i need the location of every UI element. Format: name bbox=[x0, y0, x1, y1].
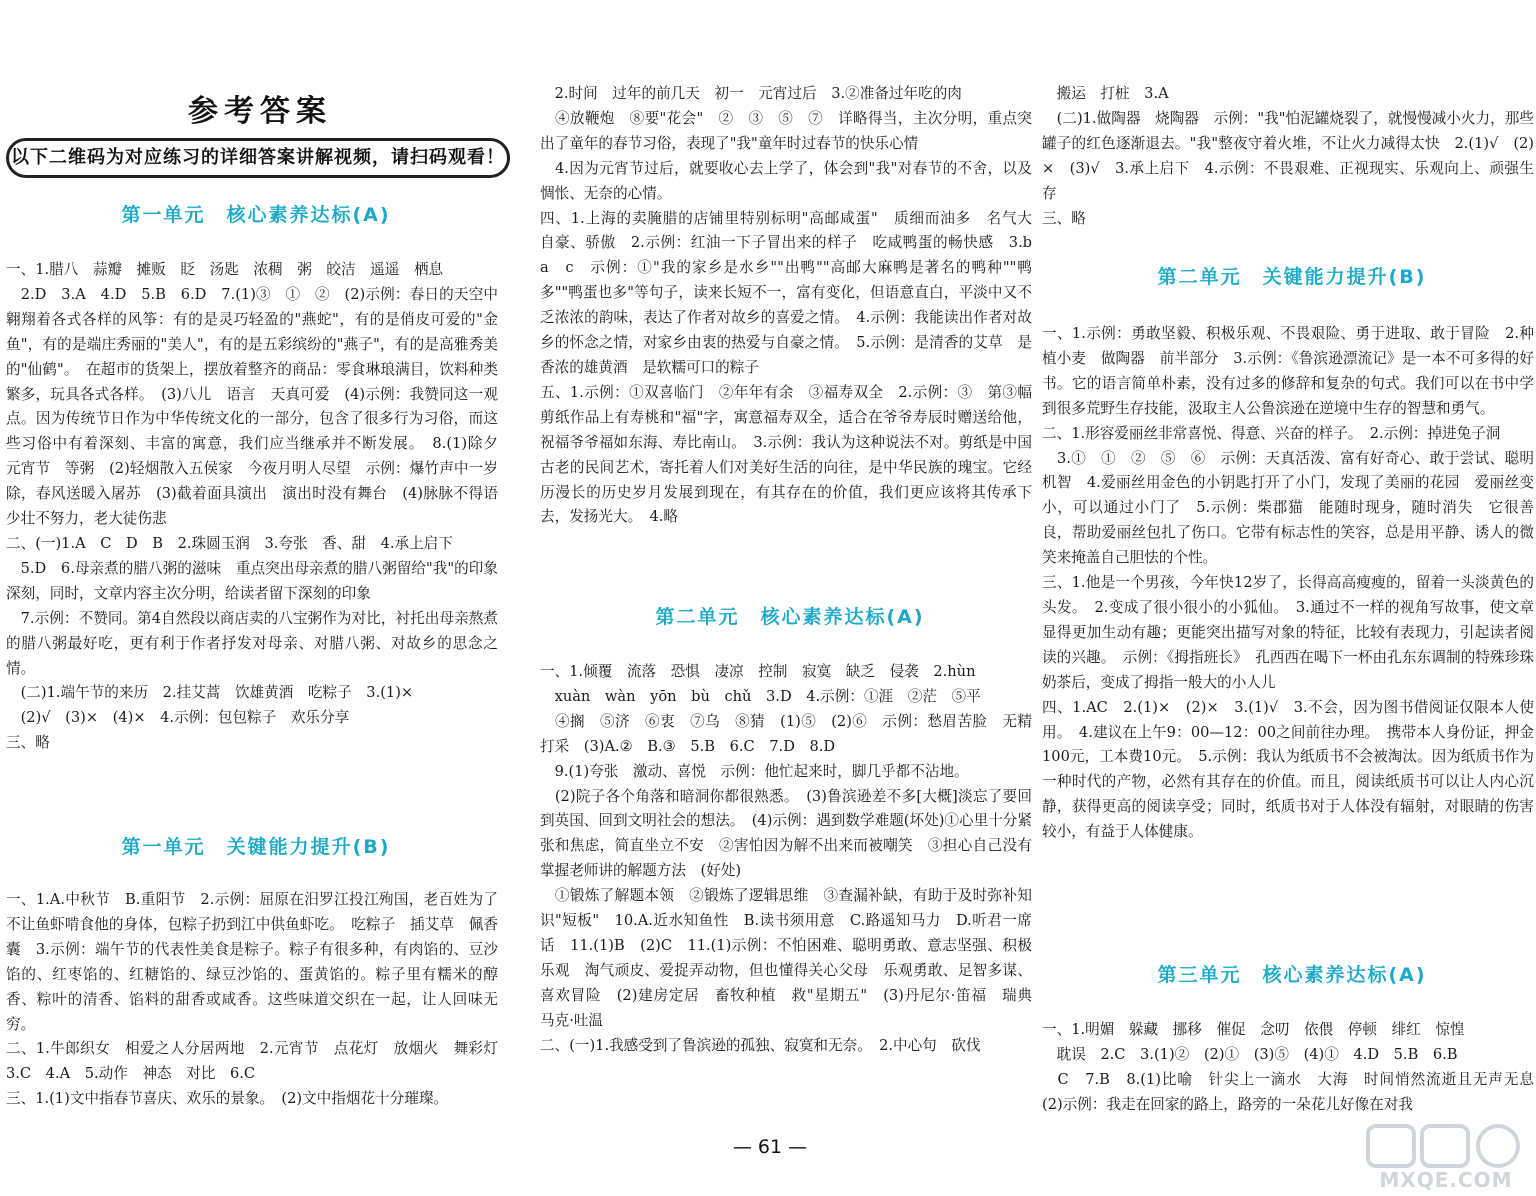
page-title: 参考答案 bbox=[188, 94, 332, 129]
watermark-logo-icon bbox=[1366, 1122, 1526, 1170]
answer-block: 2.时间 过年的前几天 初一 元宵过后 3.②准备过年吃的肉 ④放鞭炮 ⑧要"花会" ② ③ ⑤ ⑦ 详略得当，主次分明，重点突出了童年的春节习俗，表现了"我"童年时过春节的快乐心情 4.因为元宵节过后，就要收心去上学了，体会到"我"对春节的不舍，以及惆怅、无奈的心情。 四、1.上海的卖腌腊的店铺里特别标明"高邮咸蛋" 质细而油多 名气大 自豪、骄傲 2.示例：红油一下子冒出来的样子 吃咸鸭蛋的畅快感 3.b a c 示例：①"我的家乡是水乡""出鸭""高邮大麻鸭是著名的鸭种""鸭多""鸭蛋也多"等句子，读来长短不一，富有变化，但语意直白，平淡中又不乏浓浓的韵味，表达了作者对故乡的喜爱之情。 4.示例：我能读出作者对故乡的怀念之情，对家乡由衷的热爱与自豪之情。 5.示例：是清香的艾草 是香浓的雄黄酒 是软糯可口的粽子 五、1.示例：①双喜临门 ②年年有余 ③福寿双全 2.示例：③ 第③幅剪纸作品上有寿桃和"福"字，寓意福寿双全，适合在爷爷寿辰时赠送给他，祝福爷爷福如东海、寿比南山。 3.示例：我认为这种说法不对。剪纸是中国古老的民间艺术，寄托着人们对美好生活的向往，是中华民族的瑰宝。它经历漫长的历史岁月发展到现在，有其存在的价值，我们更应该将其传承下去，发扬光大。 4.略 bbox=[540, 85, 1032, 526]
section-heading: 第三单元 核心素养达标(A) bbox=[1157, 964, 1427, 986]
answer-block: 一、1.明媚 躲藏 挪移 催促 念叨 依偎 停顿 绯红 惊惶 耽误 2.C 3.(1)② (2)① (3)⑤ (4)① 4.D 5.B 6.B C 7.B 8.(1)比喻 针尖上一滴水 大海 时间悄然流逝且无声无息 (2)示例：我走在回家的路上，路旁的一朵花儿好像在对我 bbox=[1042, 1021, 1534, 1113]
answer-block: 搬运 打桩 3.A (二)1.做陶器 烧陶器 示例："我"怕泥罐烧裂了，就慢慢减小火力，那些罐子的红色逐渐退去。"我"整夜守着火堆，不让火力减得太快 2.(1)√ (2)× (3)√ 3.承上启下 4.示例：不畏艰难、正视现实、乐观向上、顽强生存 三、略 bbox=[1042, 85, 1534, 227]
answer-block: 一、1.示例：勇敢坚毅、积极乐观、不畏艰险、勇于进取、敢于冒险 2.种植小麦 做陶器 前半部分 3.示例：《鲁滨逊漂流记》是一本不可多得的好书。它的语言简单朴素，没有过多的修辞和复杂的句式。我们可以在书中学到很多荒野生存技能，汲取主人公鲁滨逊在逆境中生存的智慧和勇气。 二、1.形容爱丽丝非常喜悦、得意、兴奋的样子。 2.示例：掉进兔子洞 3.① ① ② ⑤ ⑥ 示例：天真活泼、富有好奇心、敢于尝试、聪明机智 4.爱丽丝用金色的小钥匙打开了小门，发现了美丽的花园 爱丽丝变小，可以通过小门了 5.示例：柴郡猫 能随时现身，随时消失 它很善良，帮助爱丽丝包扎了伤口。它带有标志性的笑容，总是用平静、诱人的微笑来掩盖自己胆怯的个性。 三、1.他是一个男孩，今年快12岁了，长得高高瘦瘦的，留着一头淡黄色的头发。 2.变成了很小很小的小狐仙。 3.通过不一样的视角写故事，使文章显得更加生动有趣；更能突出描写对象的特征，比较有表现力，引起读者阅读的兴趣。 示例：《拇指班长》 孔西西在喝下一杯由孔东东调制的特殊珍珠奶茶后，变成了拇指一般大的小人儿 四、1.AC 2.(1)× (2)× 3.(1)√ 3.不会，因为图书借阅证仅限本人使用。 4.建议在上午9：00—12：00之间前往办理。 携带本人身份证，押金100元，工本费10元。 5.示例：我认为纸质书不会被淘汰。因为纸质书作为一种时代的产物，必然有其存在的价值。而且，阅读纸质书可以让人内心沉静，获得更高的阅读享受；同时，纸质书对于人体没有辐射，对眼睛的伤害较小，有益于人体健康。 bbox=[1042, 325, 1534, 841]
answer-block: 一、1.倾覆 流落 恐惧 凄凉 控制 寂寞 缺乏 侵袭 2.hùn xuàn wàn yōn bù chǔ 3.D 4.示例：①涯 ②茫 ⑤平 ④搁 ⑤济 ⑥衷 ⑦乌 ⑧猜 (1)⑤ (2)⑥ 示例：愁眉苦脸 无精打采 (3)A.② B.③ 5.B 6.C 7.D 8.D 9.(1)夸张 激动、喜悦 示例：他忙起来时，脚几乎都不沾地。 (2)院子各个角落和暗洞你都很熟悉。 (3)鲁滨逊差不多[大概]淡忘了要回到英国、回到文明社会的想法。 (4)示例：遇到数学难题(坏处)①心里十分紧张和焦虑，简直坐立不安 ②害怕因为解不出来而被嘲笑 ③担心自己没有掌握老师讲的解题方法 (好处) ①锻炼了解题本领 ②锻炼了逻辑思维 ③查漏补缺，有助于及时弥补知识"短板" 10.A.近水知鱼性 B.读书须用意 C.路遥知马力 D.听君一席话 11.(1)B (2)C 11.(1)示例：不怕困难、聪明勇敢、意志坚强、积极乐观 淘气顽皮、爱捉弄动物，但也懂得关心父母 乐观勇敢、足智多谋、喜欢冒险 (2)建房定居 畜牧种植 救"星期五" (3)丹尼尔·笛福 瑞典 马克·吐温 二、(一)1.我感受到了鲁滨逊的孤独、寂寞和无奈。 2.中心句 砍伐 bbox=[540, 663, 1032, 1054]
watermark-text: MXQE.COM bbox=[1379, 1168, 1513, 1192]
section-heading: 第二单元 核心素养达标(A) bbox=[655, 606, 925, 628]
section-heading: 第一单元 核心素养达标(A) bbox=[121, 204, 391, 226]
banner-text: 以下二维码为对应练习的详细答案讲解视频，请扫码观看！ bbox=[11, 147, 505, 168]
section-heading: 第二单元 关键能力提升(B) bbox=[1157, 266, 1427, 288]
answer-block: 一、1.腊八 蒜瓣 摊贩 眨 汤匙 浓稠 粥 皎洁 遥遥 栖息 2.D 3.A 4.D 5.B 6.D 7.(1)③ ① ② (2)示例：春日的天空中翱翔着各式各样的风筝：有的是灵巧轻盈的"燕蛇"，有的是俏皮可爱的"金鱼"，有的是端庄秀丽的"美人"，有的是五彩缤纷的"燕子"，有的是高雅秀美的"仙鹤"。 在超市的货架上，摆放着整齐的商品：零食琳琅满目，饮料种类繁多，玩具各式各样。 (3)八儿 语言 天真可爱 (4)示例：我赞同这一观点。因为传统节日作为中华传统文化的一部分，包含了很多行为习俗，而这些习俗中有着深刻、丰富的寓意，我们应当继承并不断发展。 8.(1)除夕 元宵节 等粥 (2)轻烟散入五侯家 今夜月明人尽望 示例：爆竹声中一岁除，春风送暖入屠苏 (3)截着面具演出 演出时没有舞台 (4)脉脉不得语 少壮不努力，老大徒伤悲 二、(一)1.A C D B 2.珠圆玉润 3.夸张 香、甜 4.承上启下 5.D 6.母亲煮的腊八粥的滋味 重点突出母亲煮的腊八粥留给"我"的印象深刻，同时，文章内容主次分明，给读者留下深刻的印象 7.示例：不赞同。第4自然段以商店卖的八宝粥作为对比，衬托出母亲熬煮的腊八粥最好吃，更有利于作者抒发对母亲、对腊八粥、对故乡的思念之情。 (二)1.端午节的来历 2.挂艾蒿 饮雄黄酒 吃粽子 3.(1)× (2)√ (3)× (4)× 4.示例：包包粽子 欢乐分享 三、略 bbox=[6, 261, 498, 752]
section-heading: 第一单元 关键能力提升(B) bbox=[121, 836, 391, 858]
site-watermark bbox=[1366, 1122, 1526, 1192]
qr-video-banner bbox=[6, 138, 510, 178]
answer-block: 一、1.A.中秋节 B.重阳节 2.示例：屈原在汨罗江投江殉国，老百姓为了不让鱼虾啃食他的身体，包粽子扔到江中供鱼虾吃。 吃粽子 插艾草 佩香囊 3.示例：端午节的代表性美食是粽子。粽子有很多种，有肉馅的、豆沙馅的、红枣馅的、红糖馅的、绿豆沙馅的、蛋黄馅的。粽子里有糯米的醇香、粽叶的清香、馅料的甜香或咸香。这些味道交织在一起，让人回味无穷。 二、1.牛郎织女 相爱之人分居两地 2.元宵节 点花灯 放烟火 舞彩灯 3.C 4.A 5.动作 神态 对比 6.C 三、1.(1)文中指春节喜庆、欢乐的景象。 (2)文中指烟花十分璀璨。 bbox=[6, 891, 498, 1108]
page-number: — 61 — bbox=[732, 1136, 808, 1158]
